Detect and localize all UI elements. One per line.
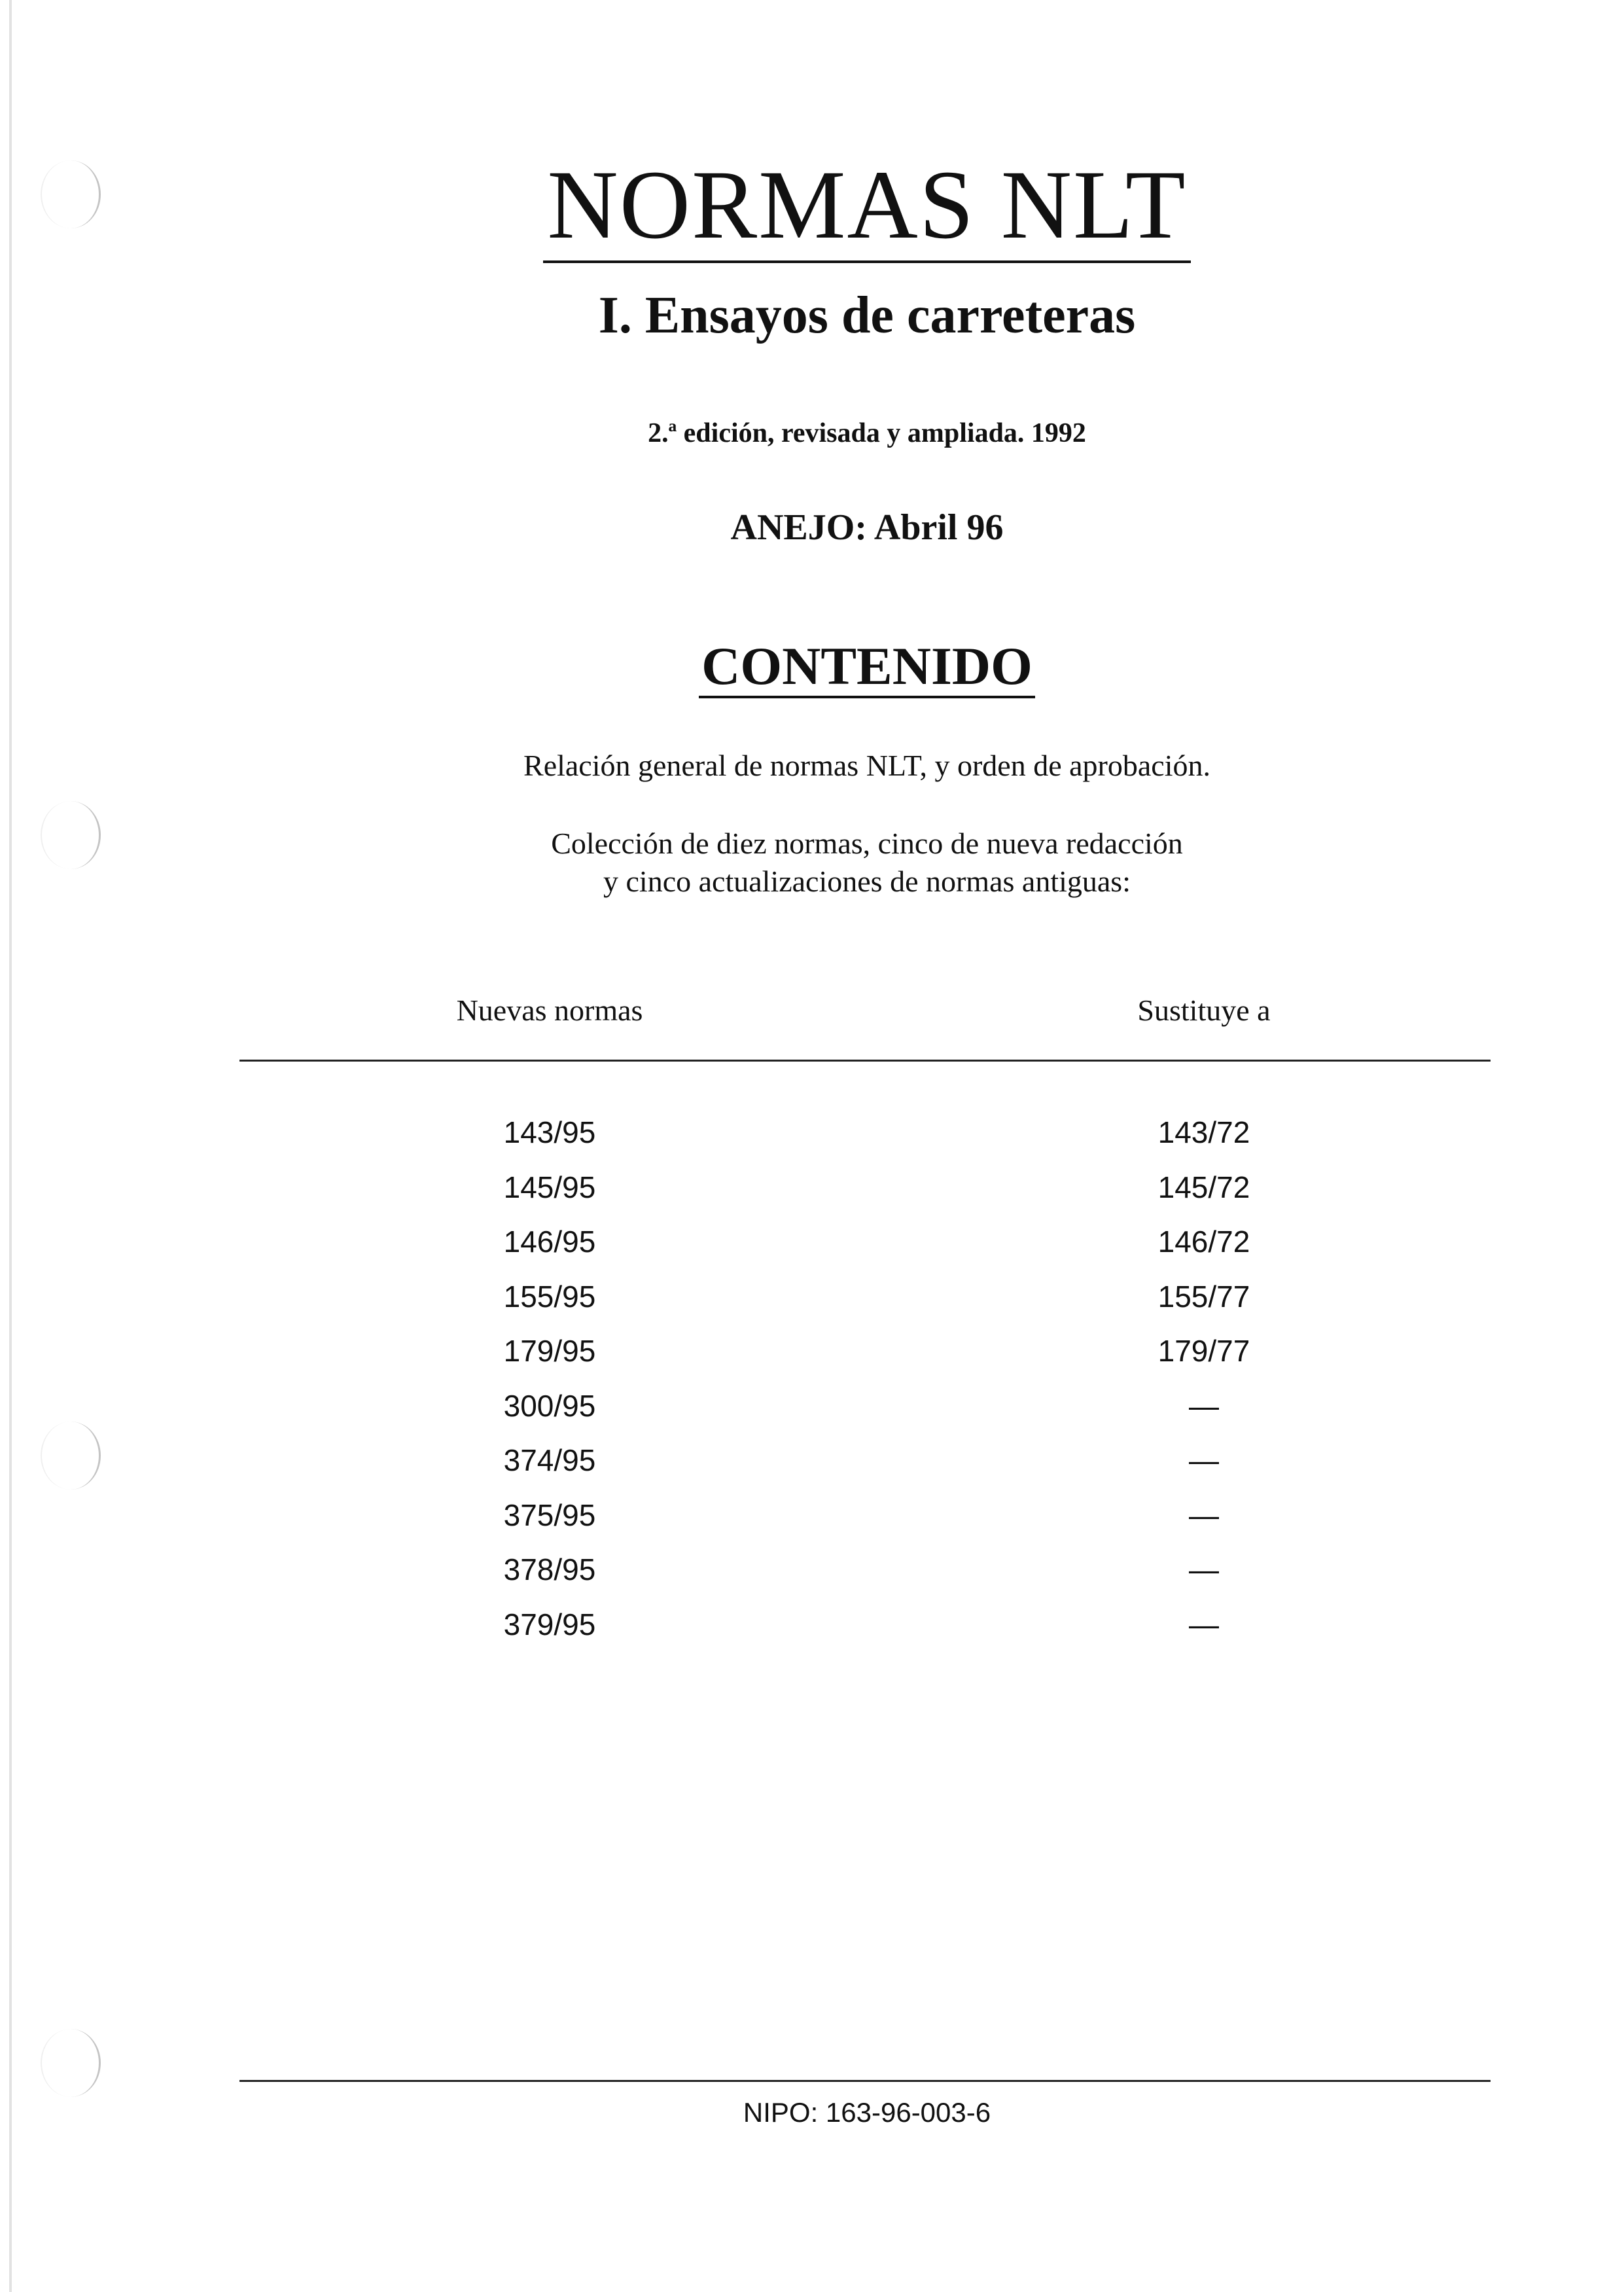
replaced-norm-cell: 146/72 xyxy=(1157,1225,1250,1259)
replaced-norm-cell: 155/77 xyxy=(1157,1279,1250,1314)
new-norm-cell: 145/95 xyxy=(503,1170,596,1204)
new-norm-cell: 300/95 xyxy=(503,1388,596,1423)
replaced-norm-cell: — xyxy=(1189,1443,1219,1477)
column-header-replaces: Sustituye a xyxy=(1137,994,1271,1027)
collection-line-1: Colección de diez normas, cinco de nueva redacción xyxy=(551,827,1183,860)
new-norm-cell: 179/95 xyxy=(503,1334,596,1368)
section-title xyxy=(0,634,1624,699)
collection-text xyxy=(0,825,1624,901)
replaced-norm-cell: — xyxy=(1189,1497,1219,1532)
table-row xyxy=(0,1441,1624,1495)
edition-line: 2.ª edición, revisada y ampliada. 1992 xyxy=(648,418,1086,448)
column-header-new: Nuevas normas xyxy=(456,994,643,1027)
replaced-norm-cell: 143/72 xyxy=(1157,1115,1250,1149)
footer-divider xyxy=(239,2080,1491,2082)
new-norm-cell: 378/95 xyxy=(503,1552,596,1586)
section-title-text: CONTENIDO xyxy=(699,636,1035,698)
norms-table xyxy=(0,1113,1624,1659)
nipo-code: NIPO: 163-96-003-6 xyxy=(743,2097,991,2128)
replaced-norm-cell: 145/72 xyxy=(1157,1170,1250,1204)
table-row xyxy=(0,1168,1624,1223)
document-title-text: NORMAS NLT xyxy=(543,151,1190,263)
replaced-norm-cell: 179/77 xyxy=(1157,1334,1250,1368)
replaced-norm-cell: — xyxy=(1189,1388,1219,1423)
new-norm-cell: 374/95 xyxy=(503,1443,596,1477)
replaced-norm-cell: — xyxy=(1189,1607,1219,1641)
punch-hole xyxy=(41,2029,101,2097)
table-row xyxy=(0,1331,1624,1386)
new-norm-cell: 146/95 xyxy=(503,1225,596,1259)
table-row xyxy=(0,1386,1624,1441)
table-row xyxy=(0,1222,1624,1277)
table-row xyxy=(0,1550,1624,1605)
intro-text: Relación general de normas NLT, y orden de aprobación. xyxy=(523,749,1210,782)
new-norm-cell: 155/95 xyxy=(503,1279,596,1314)
table-divider xyxy=(239,1060,1491,1062)
replaced-norm-cell: — xyxy=(1189,1552,1219,1586)
table-row xyxy=(0,1277,1624,1332)
table-row xyxy=(0,1605,1624,1660)
new-norm-cell: 375/95 xyxy=(503,1497,596,1532)
document-title xyxy=(0,149,1624,260)
table-row xyxy=(0,1495,1624,1550)
collection-line-2: y cinco actualizaciones de normas antiguas: xyxy=(603,865,1131,898)
document-subtitle: I. Ensayos de carreteras xyxy=(598,287,1136,344)
new-norm-cell: 379/95 xyxy=(503,1607,596,1641)
new-norm-cell: 143/95 xyxy=(503,1115,596,1149)
table-row xyxy=(0,1113,1624,1168)
annex-line: ANEJO: Abril 96 xyxy=(730,507,1004,548)
